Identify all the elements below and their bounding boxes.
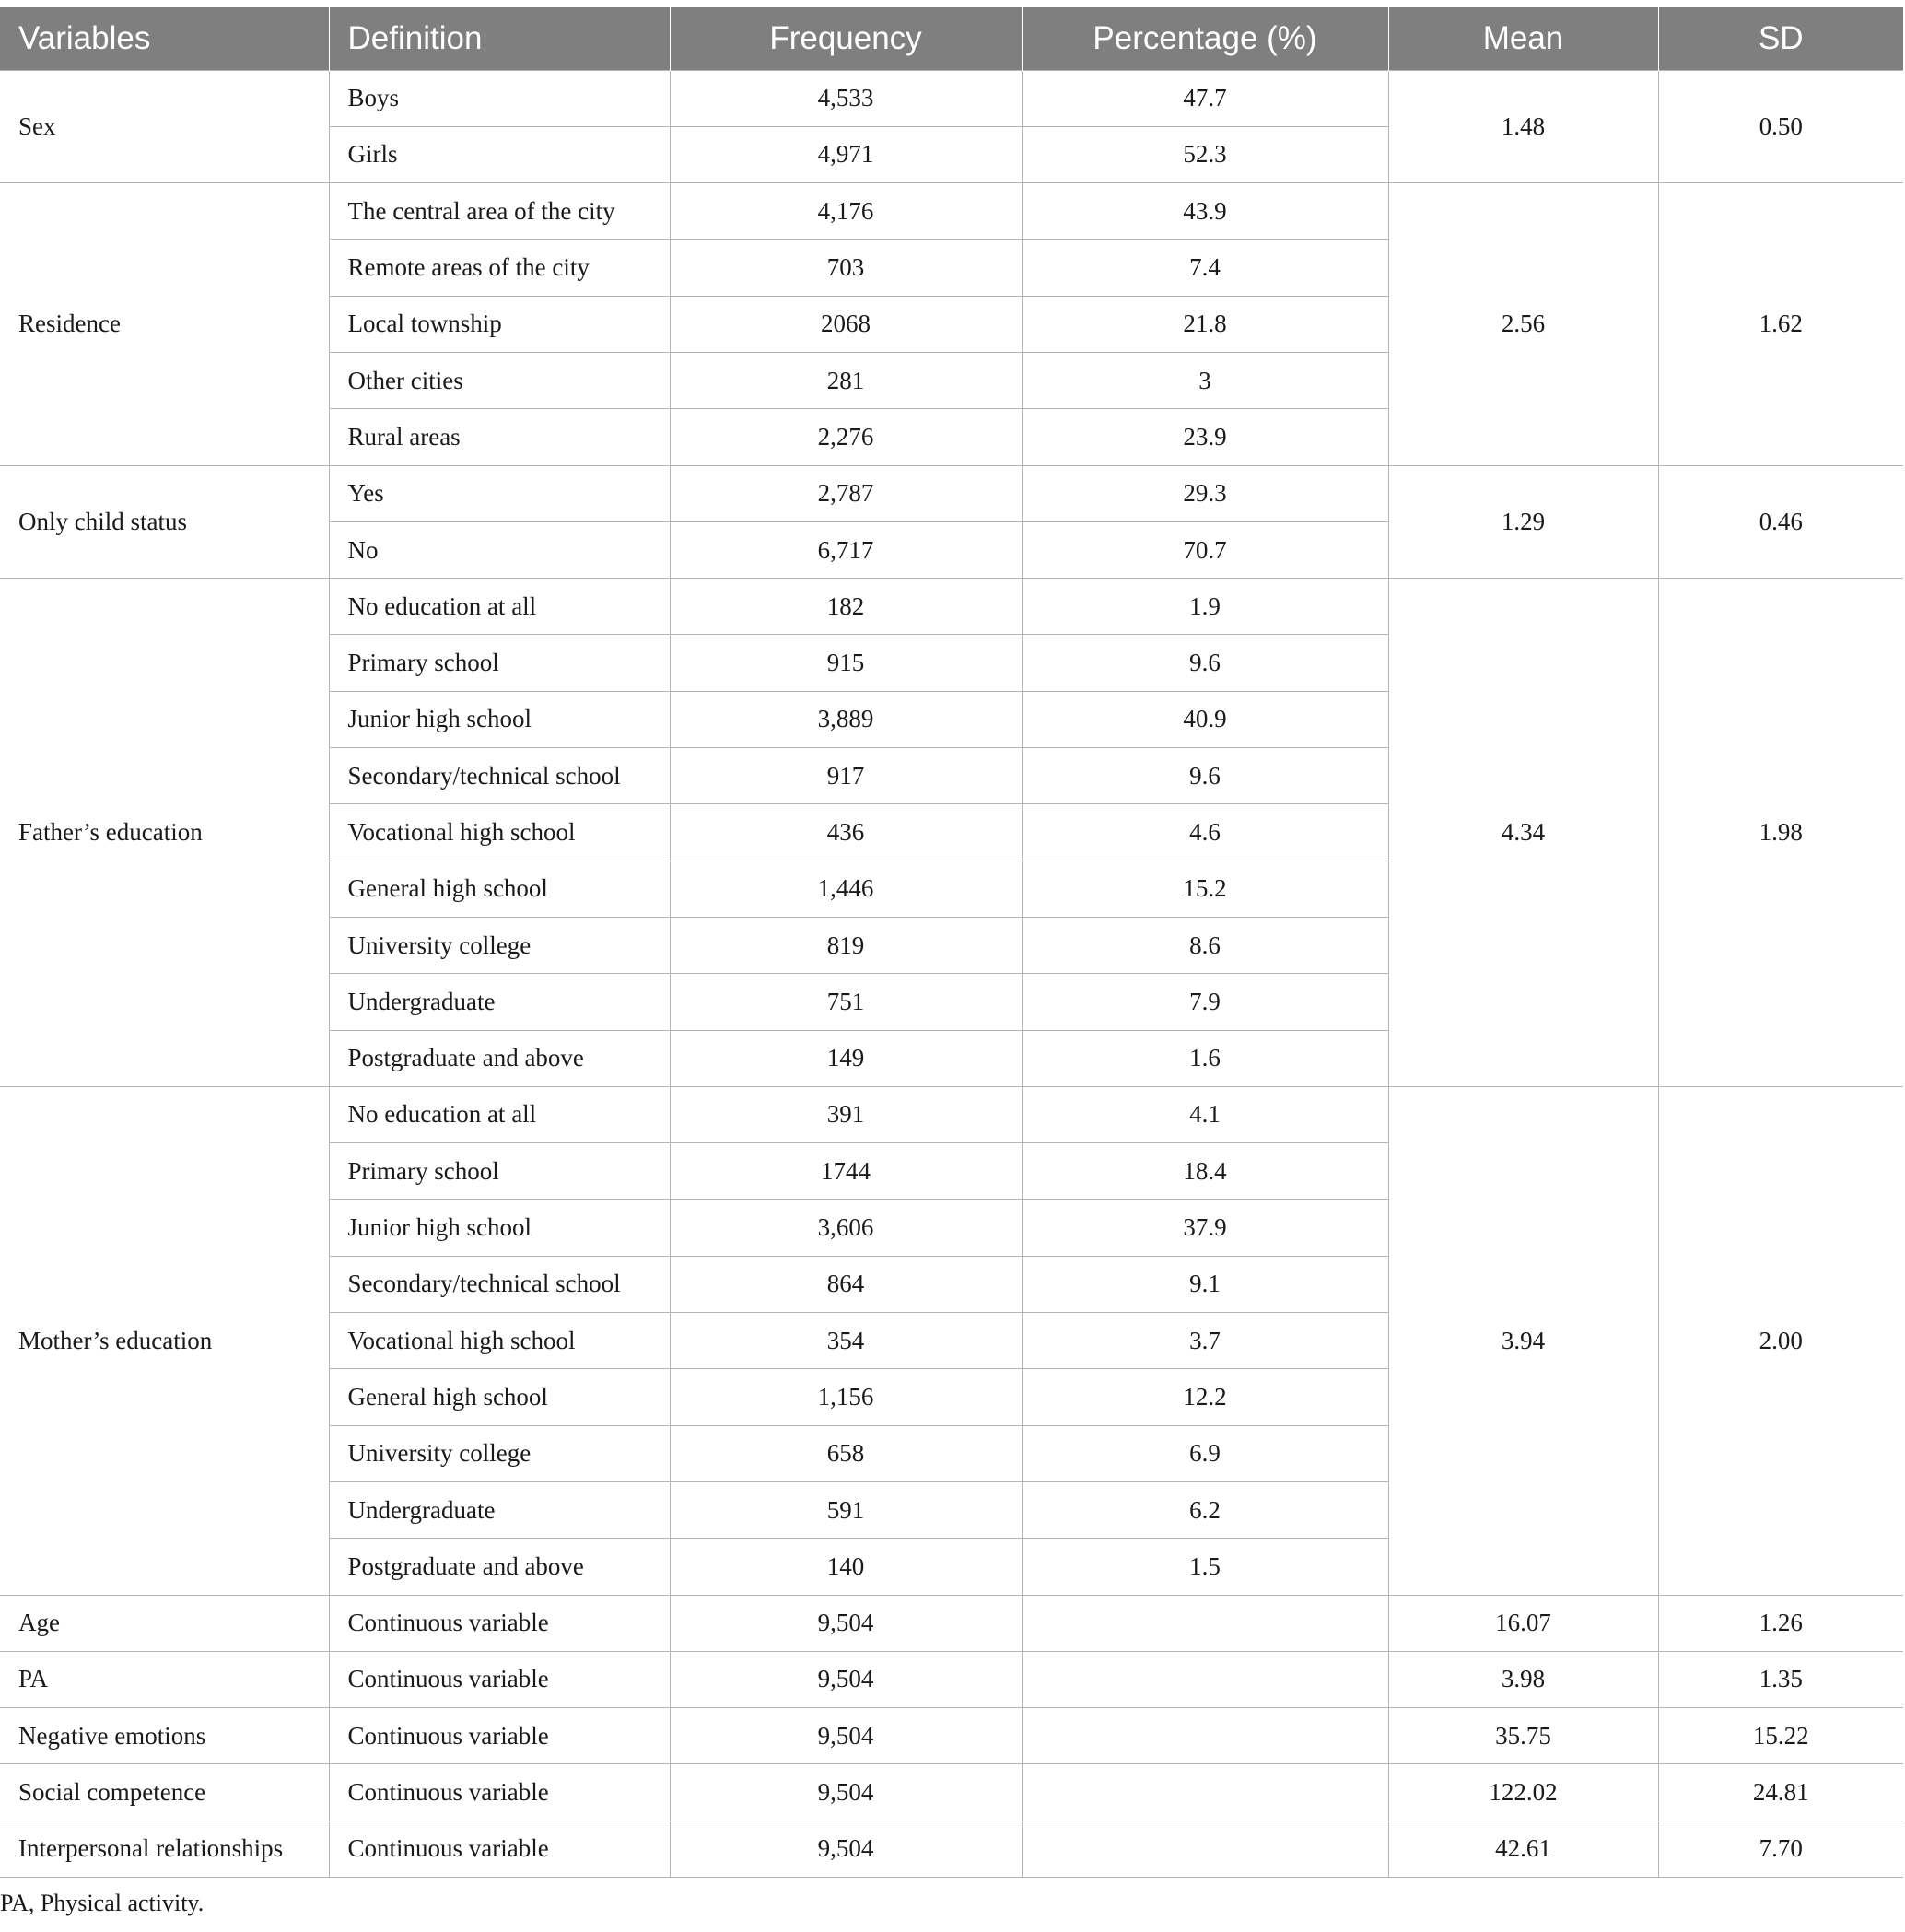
sd-cell: 0.50 [1658,70,1903,183]
definition-cell: Yes [329,465,670,521]
sd-cell: 0.46 [1658,465,1903,579]
frequency-cell: 182 [670,579,1022,635]
definition-cell: Girls [329,126,670,182]
percentage-cell: 43.9 [1022,183,1388,240]
definition-cell: Boys [329,70,670,126]
percentage-cell [1022,1764,1388,1821]
percentage-cell: 9.6 [1022,748,1388,804]
definition-cell: Secondary/technical school [329,748,670,804]
frequency-cell: 149 [670,1030,1022,1086]
table-row [0,1708,1903,1764]
sd-cell: 1.98 [1658,579,1903,1087]
header-row [0,7,1903,70]
frequency-cell: 2068 [670,296,1022,352]
frequency-cell: 9,504 [670,1764,1022,1821]
frequency-cell: 864 [670,1256,1022,1312]
header-variables: Variables [0,7,329,70]
percentage-cell: 52.3 [1022,126,1388,182]
percentage-cell: 70.7 [1022,521,1388,578]
sd-cell: 15.22 [1658,1708,1903,1764]
sd-cell: 1.26 [1658,1595,1903,1651]
percentage-cell: 6.9 [1022,1425,1388,1481]
definition-cell: The central area of the city [329,183,670,240]
definition-cell: No [329,521,670,578]
table-body [0,70,1903,1878]
percentage-cell: 3 [1022,352,1388,408]
definition-cell: Secondary/technical school [329,1256,670,1312]
sd-cell: 1.62 [1658,183,1903,465]
frequency-cell: 9,504 [670,1821,1022,1877]
percentage-cell [1022,1595,1388,1651]
definition-cell: Continuous variable [329,1651,670,1707]
frequency-cell: 2,276 [670,409,1022,465]
frequency-cell: 915 [670,635,1022,691]
frequency-cell: 3,889 [670,691,1022,747]
frequency-cell: 1744 [670,1143,1022,1200]
percentage-cell [1022,1821,1388,1877]
frequency-cell: 1,156 [670,1369,1022,1425]
definition-cell: Vocational high school [329,1313,670,1369]
variable-cell: Interpersonal relationships [0,1821,329,1877]
variable-cell: Social competence [0,1764,329,1821]
sd-cell: 1.35 [1658,1651,1903,1707]
mean-cell: 42.61 [1388,1821,1658,1877]
definition-cell: Continuous variable [329,1764,670,1821]
definition-cell: No education at all [329,1086,670,1142]
variable-cell: Mother’s education [0,1086,329,1595]
definition-cell: Other cities [329,352,670,408]
percentage-cell: 7.4 [1022,240,1388,296]
definition-cell: Continuous variable [329,1821,670,1877]
percentage-cell: 7.9 [1022,974,1388,1030]
sd-cell: 7.70 [1658,1821,1903,1877]
definition-cell: Vocational high school [329,804,670,861]
percentage-cell: 9.1 [1022,1256,1388,1312]
table-row [0,465,1903,521]
definition-cell: Rural areas [329,409,670,465]
frequency-cell: 140 [670,1539,1022,1595]
mean-cell: 1.48 [1388,70,1658,183]
mean-cell: 3.98 [1388,1651,1658,1707]
definition-cell: General high school [329,861,670,917]
percentage-cell: 12.2 [1022,1369,1388,1425]
frequency-cell: 4,176 [670,183,1022,240]
header-sd: SD [1658,7,1903,70]
percentage-cell: 1.5 [1022,1539,1388,1595]
percentage-cell: 15.2 [1022,861,1388,917]
frequency-cell: 281 [670,352,1022,408]
variable-cell: Age [0,1595,329,1651]
variable-cell: Only child status [0,465,329,579]
header-mean: Mean [1388,7,1658,70]
definition-cell: Undergraduate [329,1481,670,1538]
table-row [0,1651,1903,1707]
mean-cell: 2.56 [1388,183,1658,465]
frequency-cell: 4,971 [670,126,1022,182]
frequency-cell: 9,504 [670,1651,1022,1707]
frequency-cell: 3,606 [670,1200,1022,1256]
percentage-cell: 6.2 [1022,1481,1388,1538]
table-row [0,183,1903,240]
definition-cell: Postgraduate and above [329,1030,670,1086]
table-row [0,1086,1903,1142]
percentage-cell: 9.6 [1022,635,1388,691]
percentage-cell: 18.4 [1022,1143,1388,1200]
percentage-cell: 29.3 [1022,465,1388,521]
variable-cell: Residence [0,183,329,465]
mean-cell: 1.29 [1388,465,1658,579]
definition-cell: Local township [329,296,670,352]
definition-cell: No education at all [329,579,670,635]
table-row [0,1764,1903,1821]
percentage-cell: 8.6 [1022,917,1388,973]
table-row [0,1595,1903,1651]
table-row [0,1821,1903,1877]
percentage-cell: 37.9 [1022,1200,1388,1256]
definition-cell: Primary school [329,635,670,691]
header-definition: Definition [329,7,670,70]
variable-cell: Negative emotions [0,1708,329,1764]
table-row [0,70,1903,126]
header-percentage: Percentage (%) [1022,7,1388,70]
frequency-cell: 4,533 [670,70,1022,126]
percentage-cell: 23.9 [1022,409,1388,465]
variable-cell: PA [0,1651,329,1707]
definition-cell: Undergraduate [329,974,670,1030]
percentage-cell: 47.7 [1022,70,1388,126]
frequency-cell: 9,504 [670,1708,1022,1764]
mean-cell: 3.94 [1388,1086,1658,1595]
frequency-cell: 391 [670,1086,1022,1142]
frequency-cell: 658 [670,1425,1022,1481]
sd-cell: 24.81 [1658,1764,1903,1821]
mean-cell: 4.34 [1388,579,1658,1087]
frequency-cell: 1,446 [670,861,1022,917]
frequency-cell: 819 [670,917,1022,973]
mean-cell: 35.75 [1388,1708,1658,1764]
percentage-cell: 1.9 [1022,579,1388,635]
definition-cell: University college [329,917,670,973]
table-row [0,579,1903,635]
frequency-cell: 703 [670,240,1022,296]
table-footnote: PA, Physical activity. [0,1890,205,1916]
percentage-cell: 4.6 [1022,804,1388,861]
mean-cell: 122.02 [1388,1764,1658,1821]
frequency-cell: 6,717 [670,521,1022,578]
header-frequency: Frequency [670,7,1022,70]
frequency-cell: 751 [670,974,1022,1030]
percentage-cell [1022,1651,1388,1707]
percentage-cell: 3.7 [1022,1313,1388,1369]
definition-cell: Continuous variable [329,1595,670,1651]
sd-cell: 2.00 [1658,1086,1903,1595]
percentage-cell: 1.6 [1022,1030,1388,1086]
definition-cell: Junior high school [329,1200,670,1256]
frequency-cell: 436 [670,804,1022,861]
definition-cell: Junior high school [329,691,670,747]
variable-cell: Father’s education [0,579,329,1087]
descriptive-statistics-table [0,7,1903,1878]
definition-cell: University college [329,1425,670,1481]
definition-cell: Continuous variable [329,1708,670,1764]
frequency-cell: 2,787 [670,465,1022,521]
definition-cell: Primary school [329,1143,670,1200]
mean-cell: 16.07 [1388,1595,1658,1651]
frequency-cell: 591 [670,1481,1022,1538]
percentage-cell: 40.9 [1022,691,1388,747]
frequency-cell: 917 [670,748,1022,804]
frequency-cell: 9,504 [670,1595,1022,1651]
percentage-cell [1022,1708,1388,1764]
frequency-cell: 354 [670,1313,1022,1369]
definition-cell: Postgraduate and above [329,1539,670,1595]
percentage-cell: 4.1 [1022,1086,1388,1142]
percentage-cell: 21.8 [1022,296,1388,352]
definition-cell: General high school [329,1369,670,1425]
variable-cell: Sex [0,70,329,183]
definition-cell: Remote areas of the city [329,240,670,296]
